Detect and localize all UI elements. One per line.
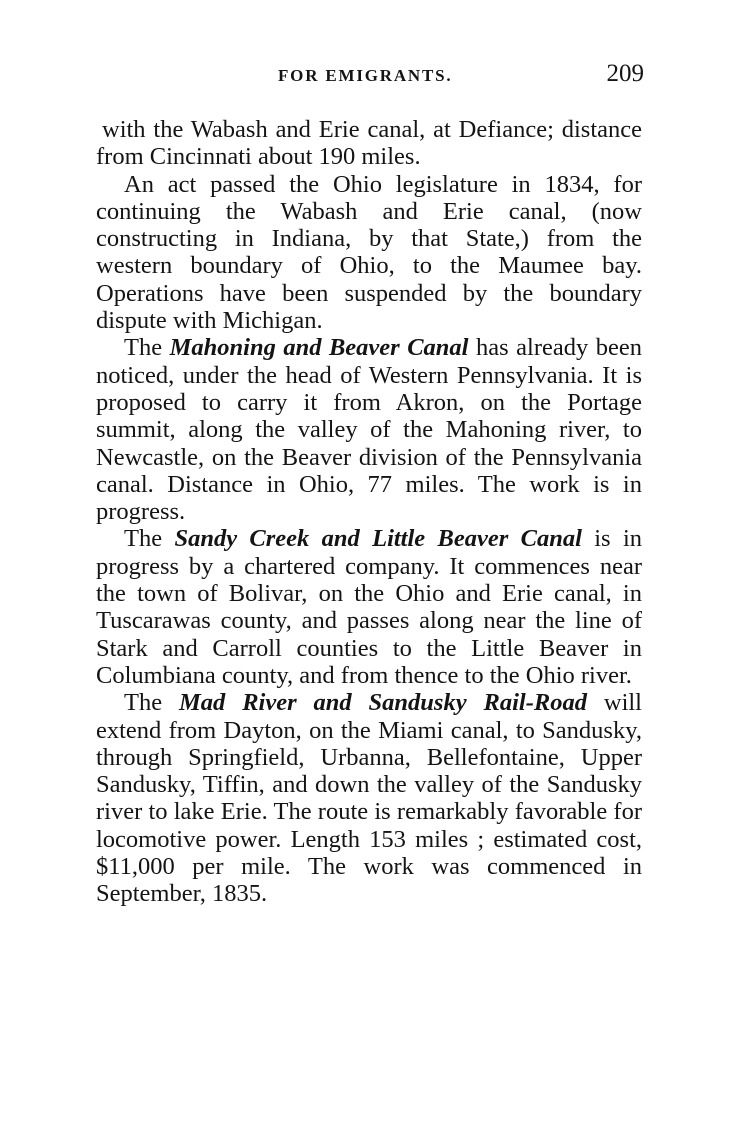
railroad-name: Mad River and Sandusky Rail-Road [179, 689, 587, 717]
paragraph-text: is in progress by a chartered company. It commences near the town of Bolivar, on the Ohio and Erie canal, in Tuscarawas county, and passes along near the line of Stark and Carroll counties to the Little Beaver in Columbiana county, and from thence to the Ohio river. [96, 525, 642, 689]
paragraph-text-lead: The [124, 334, 170, 362]
running-head [96, 62, 644, 90]
paragraph-text: will extend from Dayton, on the Miami canal, to Sandusky, through Springfield, Urbanna, Bellefontaine, Upper Sandusky, Tiffin, and down the valley of the Sandusky river to lake Erie. The route is remarkably favorable for locomotive power. Length 153 miles ; estimated cost, $11,000 per mile. The work was commenced in September, 1835. [96, 689, 642, 908]
canal-name: Mahoning and Beaver Canal [169, 334, 469, 362]
paragraph-text: with the Wabash and Erie canal, at Defiance; distance from Cincinnati about 190 miles. [96, 116, 642, 171]
body-text [96, 116, 642, 908]
paragraph-text: An act passed the Ohio legislature in 1834, for continuing the Wabash and Erie canal, (now constructing in Indiana, by that State,) from the western boundary of Ohio, to the Maumee bay. Operations have been suspended by the boundary dispute with Michigan. [96, 170, 642, 335]
paragraph-mahoning-canal [96, 334, 642, 525]
paragraph-defiance [96, 116, 642, 171]
paragraph-mad-river-railroad [96, 689, 642, 907]
paragraph-text-lead: The [124, 525, 175, 553]
paragraph-ohio-legislature [96, 171, 642, 335]
paragraph-sandy-creek-canal [96, 525, 642, 689]
paragraph-text: has already been noticed, under the head of Western Pennsylvania. It is proposed to carry it from Akron, on the Portage summit, along the valley of the Mahoning river, to Newcastle, on the Beaver division of the Pennsylvania canal. Distance in Ohio, 77 miles. The work is in progress. [96, 334, 643, 526]
canal-name: Sandy Creek and Little Beaver Canal [174, 525, 582, 553]
page-number: 209 [606, 60, 644, 87]
paragraph-text-lead: The [124, 689, 179, 717]
running-title: FOR EMIGRANTS. [278, 66, 453, 85]
